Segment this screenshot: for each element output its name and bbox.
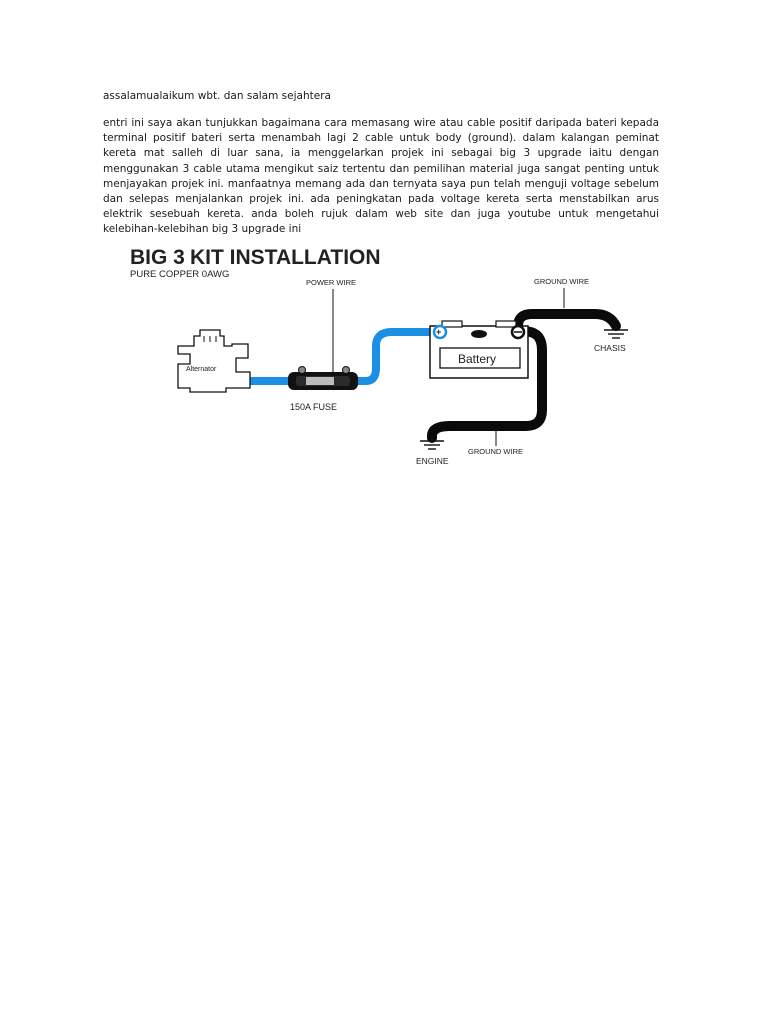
power-wire-label: POWER WIRE xyxy=(306,278,356,287)
big3-diagram-svg xyxy=(120,240,660,472)
big3-diagram xyxy=(120,240,660,472)
body-paragraph: entri ini saya akan tunjukkan bagaimana cara memasang wire atau cable positif daripada bateri kepada terminal positif bateri serta menambah lagi 2 cable untuk body (ground). dalam kalangan peminat kereta mat salleh di luar sana, ia menggelarkan projek ini sebagai big 3 upgrade iaitu dengan menggunakan 3 cable utama mengikut saiz tertentu dan pemilihan material juga sangat penting untuk menjayakan projek ini. manfaatnya memang ada dan ternyata saya pun telah menguji voltage sebelum dan selepas menjalankan projek ini. ada peningkatan pada voltage kereta serta menstabilkan arus elektrik sesebuah kereta. anda boleh rujuk dalam web site dan juga youtube untuk mengetahui kelebihan-kelebihan big 3 upgrade ini xyxy=(103,117,659,236)
greeting-text: assalamualaikum wbt. dan salam sejahtera xyxy=(103,90,331,102)
ground-wire-top-label: GROUND WIRE xyxy=(534,277,589,286)
ground-wire-bottom-label: GROUND WIRE xyxy=(468,447,523,456)
battery-label: Battery xyxy=(458,352,497,366)
fuse-label: 150A FUSE xyxy=(290,402,338,412)
alternator-label: Alternator xyxy=(186,366,217,373)
chasis-label: CHASIS xyxy=(594,343,626,353)
diagram-title-rest: KIT INSTALLATION xyxy=(190,246,381,269)
fuse-icon xyxy=(288,367,358,391)
diagram-title-bold: BIG 3 xyxy=(130,246,185,269)
power-wire-battery xyxy=(356,332,440,381)
engine-label: ENGINE xyxy=(416,456,449,466)
alternator-icon xyxy=(178,330,250,392)
diagram-subtitle: PURE COPPER 0AWG xyxy=(130,269,230,280)
plus-icon: + xyxy=(436,327,442,337)
